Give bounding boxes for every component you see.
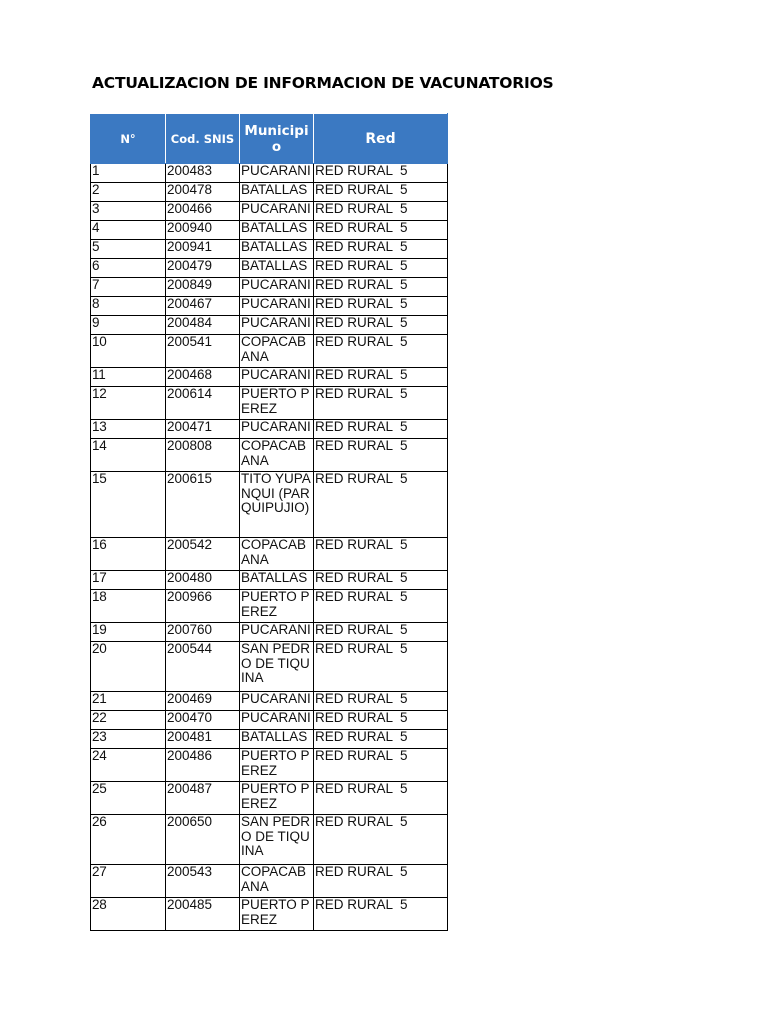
row-number: 11	[91, 368, 166, 387]
municipio-cell: PUCARANI	[240, 278, 314, 297]
table-row	[91, 711, 448, 730]
municipio-cell: BATALLAS	[240, 221, 314, 240]
row-number: 27	[91, 865, 166, 898]
row-number: 1	[91, 164, 166, 183]
municipio-cell: PUERTO PEREZ	[240, 782, 314, 815]
red-cell: RED RURAL 5	[314, 730, 448, 749]
municipio-cell: BATALLAS	[240, 259, 314, 278]
table-row	[91, 692, 448, 711]
table-row	[91, 202, 448, 221]
row-number: 6	[91, 259, 166, 278]
table-row	[91, 297, 448, 316]
cod-snis-cell: 200467	[166, 297, 240, 316]
cod-snis-cell: 200760	[166, 623, 240, 642]
cod-snis-cell: 200543	[166, 865, 240, 898]
row-number: 18	[91, 590, 166, 623]
table-row	[91, 538, 448, 571]
cod-snis-cell: 200480	[166, 571, 240, 590]
table-row	[91, 259, 448, 278]
municipio-cell: PUCARANI	[240, 316, 314, 335]
row-number: 20	[91, 642, 166, 692]
cod-snis-cell: 200941	[166, 240, 240, 259]
cod-snis-cell: 200485	[166, 898, 240, 931]
municipio-cell: BATALLAS	[240, 571, 314, 590]
municipio-cell: PUCARANI	[240, 692, 314, 711]
cod-snis-cell: 200483	[166, 164, 240, 183]
red-cell: RED RURAL 5	[314, 749, 448, 782]
row-number: 8	[91, 297, 166, 316]
red-cell: RED RURAL 5	[314, 571, 448, 590]
red-cell: RED RURAL 5	[314, 623, 448, 642]
table-row	[91, 278, 448, 297]
red-cell: RED RURAL 5	[314, 472, 448, 538]
red-cell: RED RURAL 5	[314, 316, 448, 335]
row-number: 17	[91, 571, 166, 590]
cod-snis-cell: 200469	[166, 692, 240, 711]
red-cell: RED RURAL 5	[314, 335, 448, 368]
table-row	[91, 865, 448, 898]
header-cod-snis: Cod. SNIS	[166, 114, 240, 164]
red-cell: RED RURAL 5	[314, 865, 448, 898]
red-cell: RED RURAL 5	[314, 164, 448, 183]
red-cell: RED RURAL 5	[314, 259, 448, 278]
cod-snis-cell: 200479	[166, 259, 240, 278]
table-row	[91, 730, 448, 749]
red-cell: RED RURAL 5	[314, 711, 448, 730]
table-row	[91, 898, 448, 931]
red-cell: RED RURAL 5	[314, 387, 448, 420]
red-cell: RED RURAL 5	[314, 278, 448, 297]
red-cell: RED RURAL 5	[314, 782, 448, 815]
cod-snis-cell: 200486	[166, 749, 240, 782]
cod-snis-cell: 200481	[166, 730, 240, 749]
red-cell: RED RURAL 5	[314, 221, 448, 240]
municipio-cell: PUCARANI	[240, 711, 314, 730]
row-number: 19	[91, 623, 166, 642]
municipio-cell: COPACABANA	[240, 865, 314, 898]
row-number: 12	[91, 387, 166, 420]
red-cell: RED RURAL 5	[314, 439, 448, 472]
cod-snis-cell: 200808	[166, 439, 240, 472]
cod-snis-cell: 200849	[166, 278, 240, 297]
cod-snis-cell: 200615	[166, 472, 240, 538]
municipio-cell: BATALLAS	[240, 183, 314, 202]
municipio-cell: PUCARANI	[240, 420, 314, 439]
cod-snis-cell: 200614	[166, 387, 240, 420]
cod-snis-cell: 200544	[166, 642, 240, 692]
table-body	[91, 164, 448, 931]
table-row	[91, 642, 448, 692]
red-cell: RED RURAL 5	[314, 240, 448, 259]
cod-snis-cell: 200541	[166, 335, 240, 368]
red-cell: RED RURAL 5	[314, 202, 448, 221]
red-cell: RED RURAL 5	[314, 538, 448, 571]
row-number: 4	[91, 221, 166, 240]
document-title: ACTUALIZACION DE INFORMACION DE VACUNATORIOS	[92, 74, 554, 92]
row-number: 25	[91, 782, 166, 815]
row-number: 13	[91, 420, 166, 439]
table-row	[91, 571, 448, 590]
red-cell: RED RURAL 5	[314, 898, 448, 931]
row-number: 22	[91, 711, 166, 730]
table-row	[91, 815, 448, 865]
cod-snis-cell: 200468	[166, 368, 240, 387]
table-row	[91, 316, 448, 335]
row-number: 7	[91, 278, 166, 297]
red-cell: RED RURAL 5	[314, 642, 448, 692]
municipio-cell: COPACABANA	[240, 335, 314, 368]
header-row	[91, 114, 448, 164]
municipio-cell: PUERTO PEREZ	[240, 749, 314, 782]
row-number: 16	[91, 538, 166, 571]
table-row	[91, 221, 448, 240]
row-number: 23	[91, 730, 166, 749]
cod-snis-cell: 200940	[166, 221, 240, 240]
red-cell: RED RURAL 5	[314, 692, 448, 711]
municipio-cell: PUCARANI	[240, 297, 314, 316]
cod-snis-cell: 200650	[166, 815, 240, 865]
table-row	[91, 782, 448, 815]
row-number: 3	[91, 202, 166, 221]
cod-snis-cell: 200487	[166, 782, 240, 815]
table-row	[91, 590, 448, 623]
table-row	[91, 183, 448, 202]
municipio-cell: BATALLAS	[240, 240, 314, 259]
cod-snis-cell: 200470	[166, 711, 240, 730]
row-number: 26	[91, 815, 166, 865]
municipio-cell: TITO YUPANQUI (PARQUIPUJIO)	[240, 472, 314, 538]
municipio-cell: PUERTO PEREZ	[240, 590, 314, 623]
header-num: N°	[91, 114, 166, 164]
red-cell: RED RURAL 5	[314, 420, 448, 439]
table-row	[91, 368, 448, 387]
municipio-cell: PUCARANI	[240, 202, 314, 221]
table-row	[91, 439, 448, 472]
municipio-cell: PUCARANI	[240, 623, 314, 642]
table-row	[91, 240, 448, 259]
municipio-cell: SAN PEDRO DE TIQUINA	[240, 815, 314, 865]
red-cell: RED RURAL 5	[314, 297, 448, 316]
table-row	[91, 335, 448, 368]
red-cell: RED RURAL 5	[314, 368, 448, 387]
table-row	[91, 472, 448, 538]
municipio-cell: PUERTO PEREZ	[240, 898, 314, 931]
row-number: 21	[91, 692, 166, 711]
cod-snis-cell: 200466	[166, 202, 240, 221]
cod-snis-cell: 200966	[166, 590, 240, 623]
row-number: 28	[91, 898, 166, 931]
cod-snis-cell: 200484	[166, 316, 240, 335]
vaccination-table	[90, 113, 448, 931]
municipio-cell: PUERTO PEREZ	[240, 387, 314, 420]
header-municipio: Municipio	[240, 114, 314, 164]
cod-snis-cell: 200478	[166, 183, 240, 202]
row-number: 15	[91, 472, 166, 538]
municipio-cell: SAN PEDRO DE TIQUINA	[240, 642, 314, 692]
table-row	[91, 164, 448, 183]
red-cell: RED RURAL 5	[314, 815, 448, 865]
table-row	[91, 623, 448, 642]
table-row	[91, 749, 448, 782]
row-number: 5	[91, 240, 166, 259]
municipio-cell: COPACABANA	[240, 538, 314, 571]
red-cell: RED RURAL 5	[314, 590, 448, 623]
red-cell: RED RURAL 5	[314, 183, 448, 202]
municipio-cell: PUCARANI	[240, 164, 314, 183]
table-row	[91, 420, 448, 439]
header-red: Red	[314, 114, 448, 164]
row-number: 24	[91, 749, 166, 782]
row-number: 9	[91, 316, 166, 335]
row-number: 10	[91, 335, 166, 368]
municipio-cell: PUCARANI	[240, 368, 314, 387]
row-number: 2	[91, 183, 166, 202]
municipio-cell: COPACABANA	[240, 439, 314, 472]
cod-snis-cell: 200471	[166, 420, 240, 439]
cod-snis-cell: 200542	[166, 538, 240, 571]
municipio-cell: BATALLAS	[240, 730, 314, 749]
row-number: 14	[91, 439, 166, 472]
table-row	[91, 387, 448, 420]
